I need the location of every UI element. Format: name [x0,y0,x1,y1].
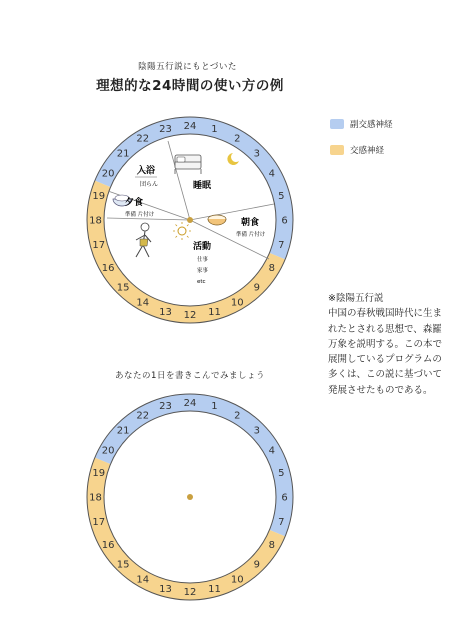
activity-sub-housework: 家事 [197,268,209,274]
activity-sub-etc: etc [197,279,206,285]
hour-label-8: 8 [268,262,276,274]
hour-label-10: 10 [230,297,244,309]
note-heading: ※陰陽五行説 [328,293,384,304]
note [328,291,448,398]
legend-swatch-yellow [330,145,344,155]
legend-label: 副交感神経 [350,120,393,130]
breakfast-title: 朝食 [241,218,260,228]
bath-title: 入浴 [137,166,156,176]
hour-label-2: 2 [234,133,241,145]
hour-label-13: 13 [159,306,172,318]
hour-label-19: 19 [92,468,106,480]
breakfast-subtitle: 準備 片付け [236,232,266,238]
dinner-title: 夕食 [125,198,144,208]
clock-center-dot [187,494,193,500]
activity-sub-work: 仕事 [197,257,209,263]
legend-item-sympathetic [330,144,393,156]
hour-label-7: 7 [278,239,285,251]
hour-label-23: 23 [159,124,172,136]
hour-label-12: 12 [183,587,197,598]
hour-label-9: 9 [253,282,261,294]
hour-label-24: 24 [183,121,197,132]
hour-label-2: 2 [234,410,241,422]
hour-label-17: 17 [92,516,106,528]
write-your-day-prompt: あなたの1日を書きこんでみましょう [115,371,265,381]
hour-label-1: 1 [211,401,218,413]
legend-label: 交感神経 [350,146,385,156]
hour-label-18: 18 [89,215,102,227]
hour-label-11: 11 [208,583,221,595]
hour-label-18: 18 [89,492,102,504]
hour-label-19: 19 [92,191,106,203]
hour-label-24: 24 [183,398,197,409]
hour-label-13: 13 [159,583,172,595]
hour-label-17: 17 [92,239,106,251]
hour-label-14: 14 [136,297,150,309]
hour-label-14: 14 [136,574,150,586]
hour-label-4: 4 [268,168,276,180]
note-body: 中国の春秋戦国時代に生まれたとされる思想で、森羅万象を説明する。この本で展開しているプログラムの多くは、この説に基づいて発展させたものである。 [328,308,443,396]
hour-label-21: 21 [116,148,130,160]
legend [330,118,393,170]
legend-swatch-blue [330,119,344,129]
hour-label-8: 8 [268,539,276,551]
hour-label-20: 20 [101,445,115,457]
hour-label-10: 10 [230,574,244,586]
hour-label-5: 5 [278,468,285,480]
bath-subtitle: 団らん [140,181,159,188]
hour-label-16: 16 [101,262,115,274]
hour-label-6: 6 [281,215,288,227]
hour-label-6: 6 [281,492,288,504]
sleep-label: 睡眠 [193,181,212,191]
hour-label-4: 4 [268,445,276,457]
hour-label-22: 22 [136,410,150,422]
hour-label-5: 5 [278,191,285,203]
clock-center-dot [187,217,193,223]
clock-face [101,134,276,309]
hour-label-21: 21 [116,425,130,437]
dinner-subtitle: 準備 片付け [125,212,155,218]
hour-label-12: 12 [183,310,197,321]
hour-label-15: 15 [116,282,130,294]
hour-label-7: 7 [278,516,285,528]
subtitle: 陰陽五行説にもとづいた [138,62,237,72]
blank-day-clock [85,392,295,602]
ideal-day-clock [85,115,295,325]
hour-label-22: 22 [136,133,150,145]
page-title: 理想的な24時間の使い方の例 [96,78,284,94]
hour-label-3: 3 [253,148,261,160]
hour-label-15: 15 [116,559,130,571]
breakfast-bowl-icon [208,215,226,225]
hour-label-16: 16 [101,539,115,551]
hour-label-23: 23 [159,401,172,413]
activity-title: 活動 [193,242,212,252]
hour-label-20: 20 [101,168,115,180]
hour-label-1: 1 [211,124,218,136]
hour-label-11: 11 [208,306,221,318]
legend-item-parasympathetic [330,118,393,130]
hour-label-9: 9 [253,559,261,571]
hour-label-3: 3 [253,425,261,437]
